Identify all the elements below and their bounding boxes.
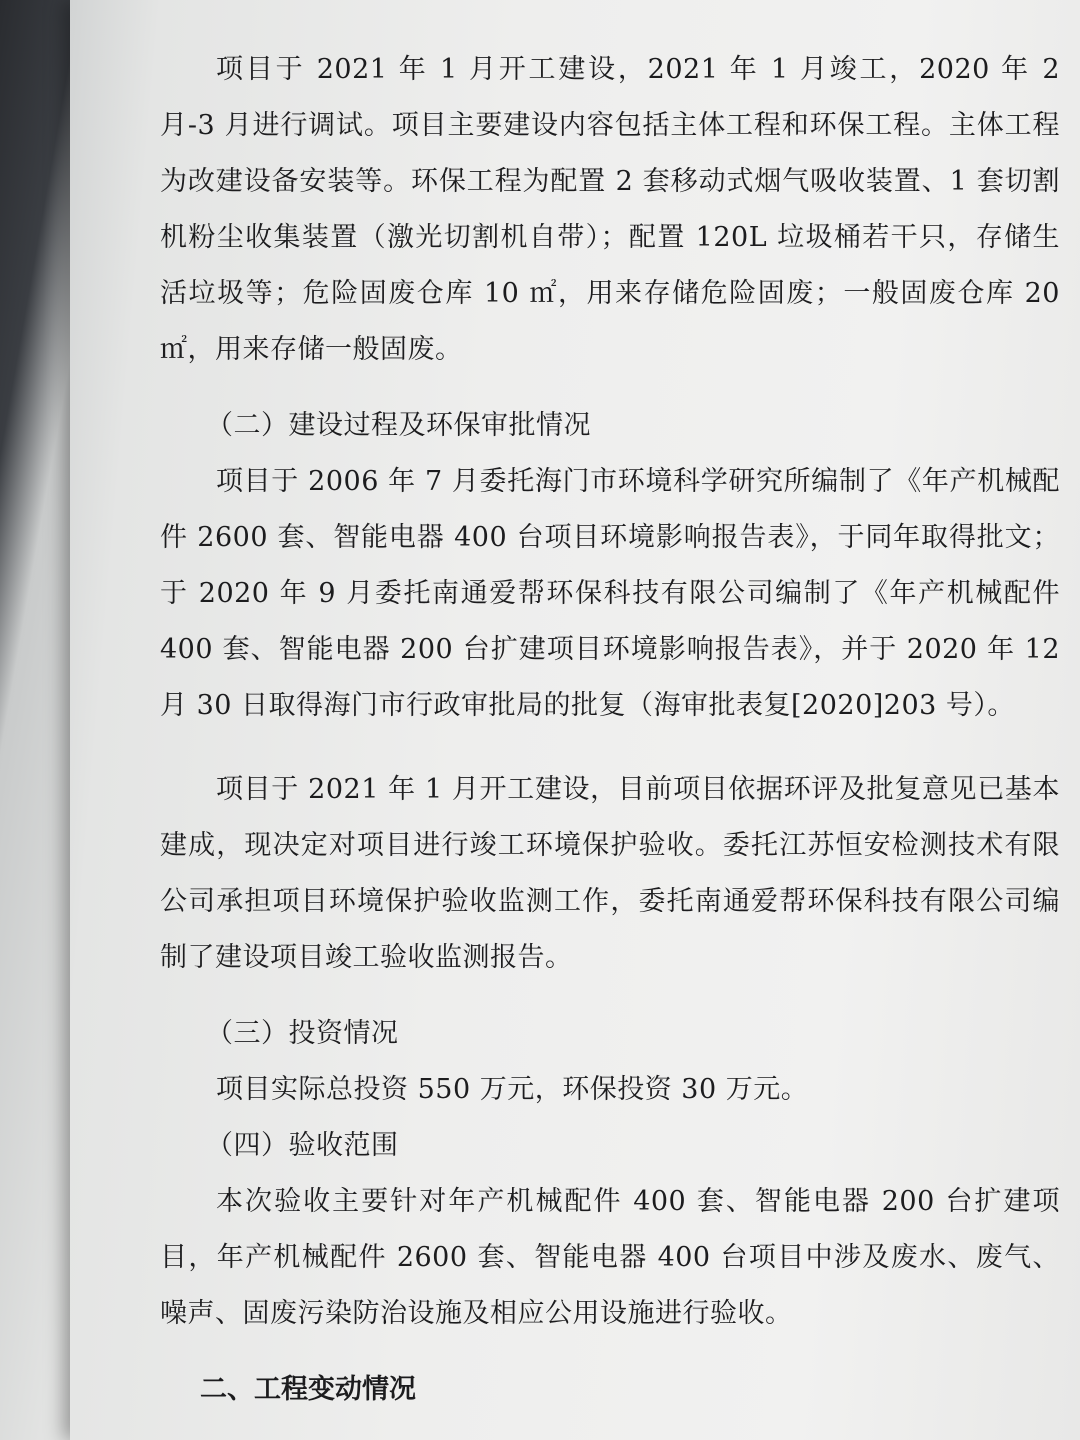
paragraph-acceptance-scope: 本次验收主要针对年产机械配件 400 套、智能电器 200 台扩建项目，年产机械配件 2600 套、智能电器 400 台项目中涉及废水、废气、噪声、固废污染防治设施及相应公用设施进行验收。: [160, 1186, 1060, 1329]
heading-acceptance-scope: （四）验收范围: [206, 1130, 399, 1161]
paragraph-construction-overview: 项目于 2021 年 1 月开工建设，2021 年 1 月竣工，2020 年 2 月-3 月进行调试。项目主要建设内容包括主体工程和环保工程。主体工程为改建设备安装等。环保工程为配置 2 套移动式烟气吸收装置、1 套切割机粉尘收集装置（激光切割机自带）；配置 120L 垃圾桶若干只，存储生活垃圾等；危险固废仓库 10 ㎡，用来存储危险固废；一般固废仓库 20 ㎡，用来存储一般固废。: [160, 54, 1060, 365]
paragraph-acceptance-commission: 项目于 2021 年 1 月开工建设，目前项目依据环评及批复意见已基本建成，现决定对项目进行竣工环境保护验收。委托江苏恒安检测技术有限公司承担项目环境保护验收监测工作，委托南通爱帮环保科技有限公司编制了建设项目竣工验收监测报告。: [160, 774, 1060, 973]
heading-investment: （三）投资情况: [206, 1018, 399, 1049]
heading-engineering-changes: 二、工程变动情况: [200, 1374, 416, 1405]
heading-construction-approval: （二）建设过程及环保审批情况: [206, 410, 591, 441]
paragraph-approval-history: 项目于 2006 年 7 月委托海门市环境科学研究所编制了《年产机械配件 2600 套、智能电器 400 台项目环境影响报告表》，于同年取得批文；于 2020 年 9 月委托南通爱帮环保科技有限公司编制了《年产机械配件 400 套、智能电器 200 台扩建项目环境影响报告表》，并于 2020 年 12 月 30 日取得海门市行政审批局的批复（海审批表复[2020]203 号）。: [160, 466, 1060, 721]
paragraph-investment: 项目实际总投资 550 万元，环保投资 30 万元。: [216, 1074, 809, 1105]
document-page: [70, 0, 1080, 1440]
document-body: [160, 42, 1060, 1418]
